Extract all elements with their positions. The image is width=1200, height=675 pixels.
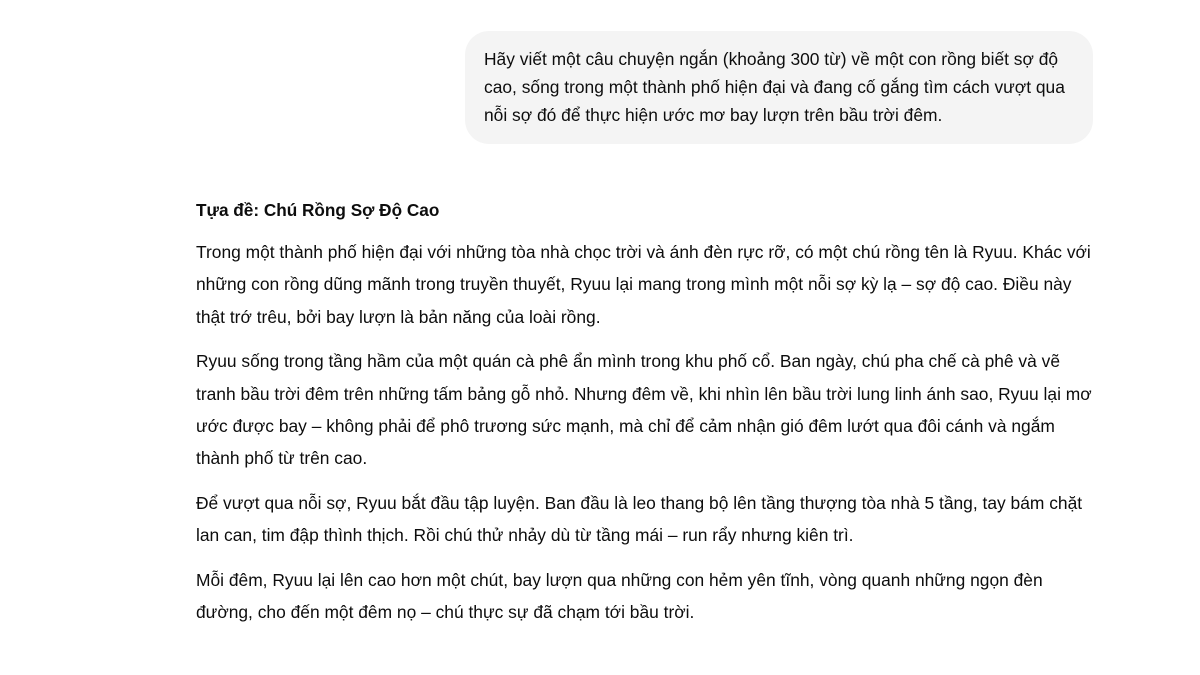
story-paragraph: Trong một thành phố hiện đại với những tòa nhà chọc trời và ánh đèn rực rỡ, có một chú rồng tên là Ryuu. Khác với những con rồng dũng mãnh trong truyền thuyết, Ryuu lại mang trong mình một nỗi sợ kỳ lạ – sợ độ cao. Điều này thật trớ trêu, bởi bay lượn là bản năng của loài rồng. xyxy=(196,242,1091,327)
user-message-text: Hãy viết một câu chuyện ngắn (khoảng 300 từ) về một con rồng biết sợ độ cao, sống trong một thành phố hiện đại và đang cố gắng tìm cách vượt qua nỗi sợ đó để thực hiện ước mơ bay lượn trên bầu trời đêm. xyxy=(484,49,1065,125)
story-title: Tựa đề: Chú Rồng Sợ Độ Cao xyxy=(196,200,440,220)
story-paragraph: Mỗi đêm, Ryuu lại lên cao hơn một chút, bay lượn qua những con hẻm yên tĩnh, vòng quanh những ngọn đèn đường, cho đến một đêm nọ – chú thực sự đã chạm tới bầu trời. xyxy=(196,569,1043,623)
story-paragraph: Để vượt qua nỗi sợ, Ryuu bắt đầu tập luyện. Ban đầu là leo thang bộ lên tầng thượng tòa nhà 5 tầng, tay bám chặt lan can, tim đập thình thịch. Rồi chú thử nhảy dù từ tầng mái – run rẩy nhưng kiên trì. xyxy=(196,492,1083,546)
user-message-bubble xyxy=(465,31,1093,144)
story-paragraph: Ryuu sống trong tầng hầm của một quán cà phê ẩn mình trong khu phố cổ. Ban ngày, chú pha chế cà phê và vẽ tranh bầu trời đêm trên những tấm bảng gỗ nhỏ. Nhưng đêm về, khi nhìn lên bầu trời lung linh ánh sao, Ryuu lại mơ ước được bay – không phải để phô trương sức mạnh, mà chỉ để cảm nhận gió đêm lướt qua đôi cánh và ngắm thành phố từ trên cao. xyxy=(196,351,1092,469)
assistant-response xyxy=(196,194,1096,640)
